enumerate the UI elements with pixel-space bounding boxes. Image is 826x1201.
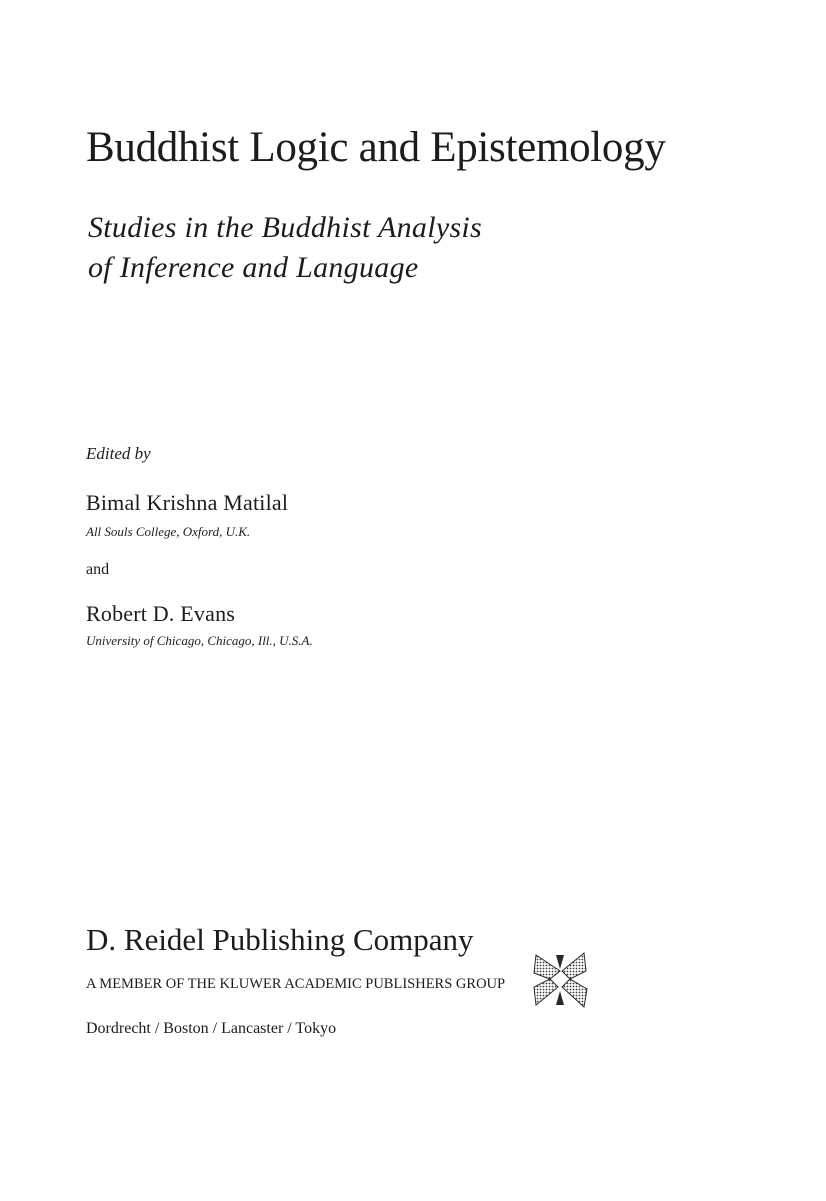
book-subtitle-line-1: Studies in the Buddhist Analysis: [88, 211, 483, 244]
editor-2-affiliation: University of Chicago, Chicago, Ill., U.S.A.: [86, 633, 313, 648]
edited-by-label: Edited by: [86, 444, 151, 463]
publisher-name: D. Reidel Publishing Company: [86, 922, 474, 957]
publisher-cities: Dordrecht / Boston / Lancaster / Tokyo: [86, 1020, 337, 1037]
kluwer-logo-icon: [530, 949, 590, 1011]
editor-2-name: Robert D. Evans: [86, 601, 236, 626]
editor-1-affiliation: All Souls College, Oxford, U.K.: [86, 524, 251, 539]
editors-conjunction: and: [86, 561, 110, 578]
publisher-group-line: A MEMBER OF THE KLUWER ACADEMIC PUBLISHERS GROUP: [86, 976, 506, 992]
editor-1-name: Bimal Krishna Matilal: [86, 490, 289, 515]
book-subtitle-line-2: of Inference and Language: [88, 251, 419, 284]
book-title: Buddhist Logic and Epistemology: [86, 124, 666, 171]
